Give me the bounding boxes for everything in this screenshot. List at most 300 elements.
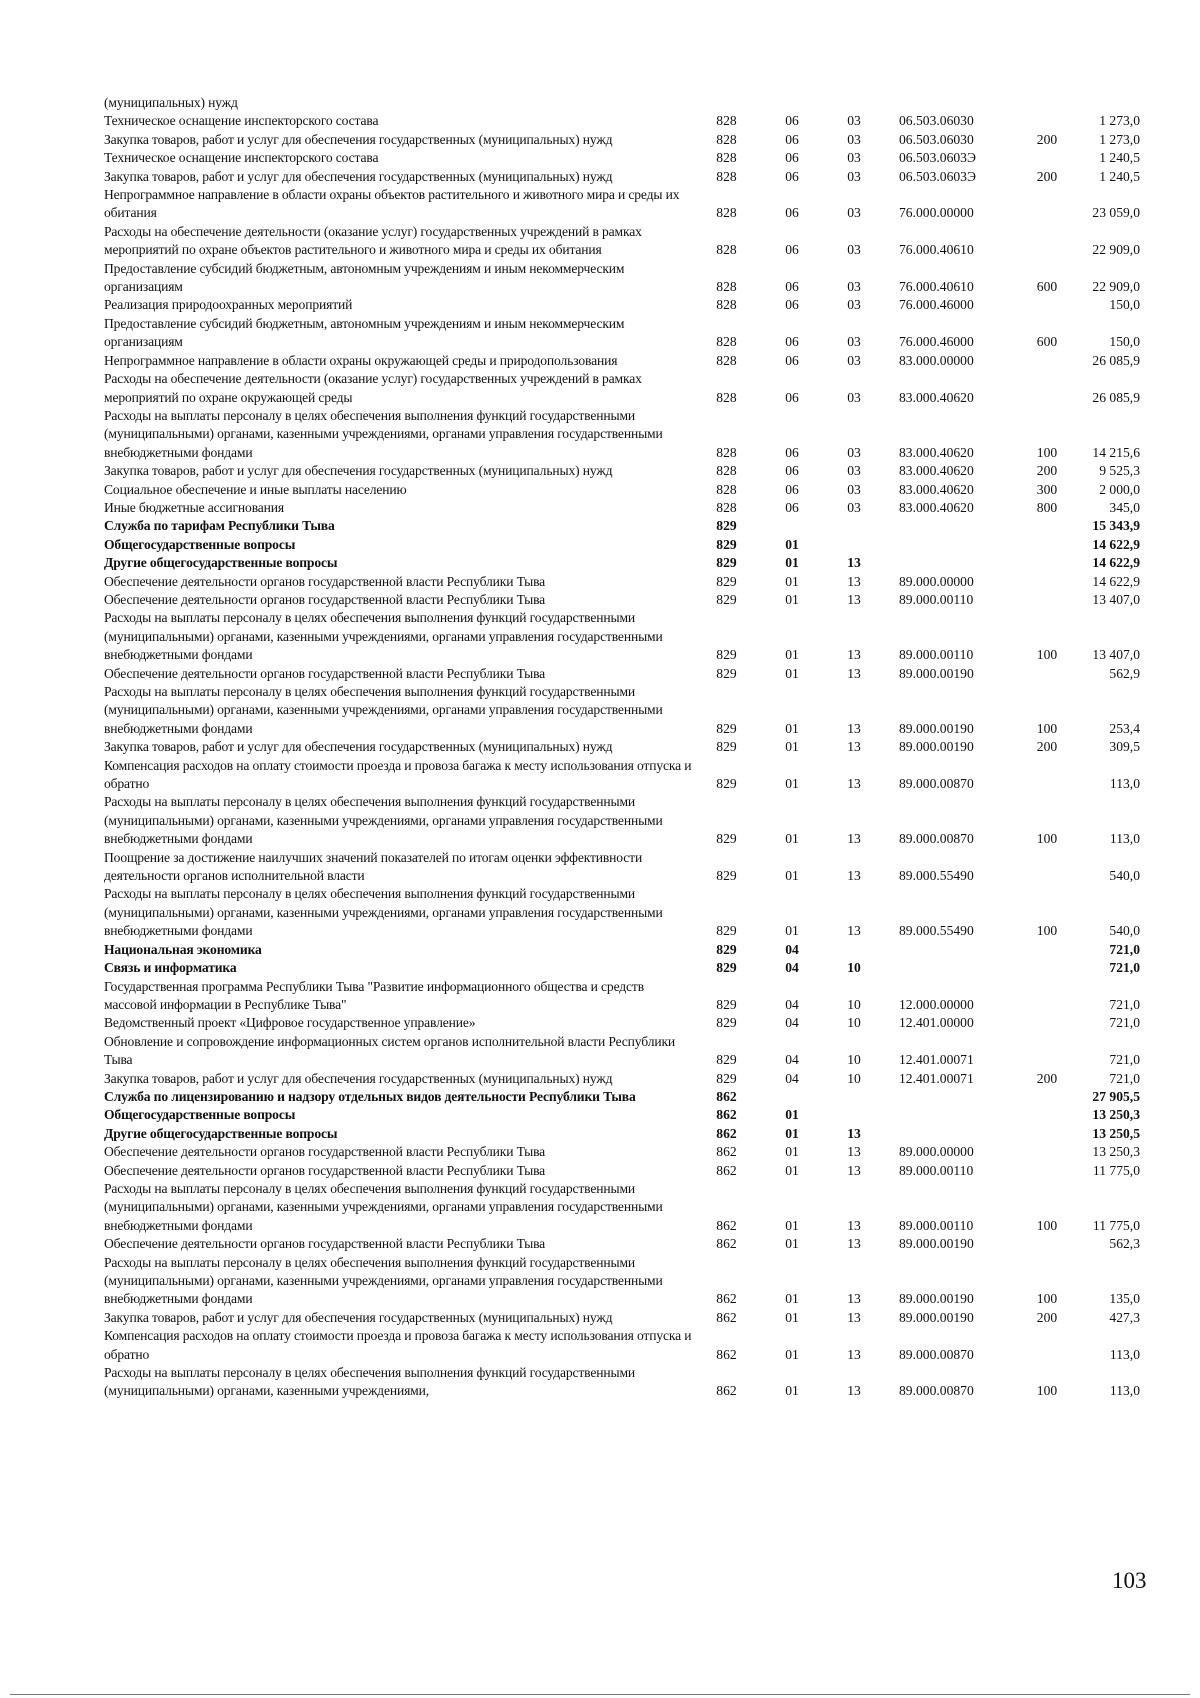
row-name: Расходы на обеспечение деятельности (оказание услуг) государственных учреждений в рамках мероприятий по охране объектов растительного и животного мира и среды их обитания xyxy=(104,223,642,258)
row-grbs-code: 828 xyxy=(716,113,737,129)
row-amount: 1 240,5 xyxy=(1099,168,1140,184)
row-subsection-code: 13 xyxy=(847,1309,861,1325)
table-row xyxy=(104,591,1140,609)
row-subsection-code: 13 xyxy=(847,573,861,589)
row-name: Непрограммное направление в области охраны окружающей среды и природопользования xyxy=(104,352,618,368)
row-section-code: 01 xyxy=(785,1162,799,1178)
row-section-code: 06 xyxy=(785,463,799,479)
row-expense-type-code xyxy=(1020,849,1074,886)
row-grbs-code: 829 xyxy=(716,1070,737,1086)
row-target-article-code xyxy=(885,1125,1020,1143)
row-expense-type-code xyxy=(1020,591,1074,609)
row-expense-type-code xyxy=(1020,1106,1074,1124)
row-name: Компенсация расходов на оплату стоимости проезда и провоза багажа к месту использования отпуска и обратно xyxy=(104,757,692,792)
row-section-code: 01 xyxy=(785,1217,799,1233)
row-subsection-code xyxy=(823,1106,885,1124)
row-expense-type-code xyxy=(1020,94,1074,112)
row-subsection-code: 10 xyxy=(847,996,861,1012)
row-expense-type-code xyxy=(1020,941,1074,959)
row-grbs-code: 862 xyxy=(716,1162,737,1178)
row-name: Предоставление субсидий бюджетным, автономным учреждениям и иным некоммерческим организациям xyxy=(104,315,625,350)
row-subsection-code: 03 xyxy=(847,297,861,313)
row-expense-type-code: 200 xyxy=(1036,1309,1058,1325)
row-name: Расходы на выплаты персоналу в целях обеспечения выполнения функций государственными (муниципальными) органами, казенными учреждениями, органами управления государственными внебюджетными фондами xyxy=(104,886,663,939)
row-grbs-code: 829 xyxy=(716,555,737,571)
row-subsection-code: 13 xyxy=(847,1125,861,1141)
row-amount: 150,0 xyxy=(1109,297,1140,313)
row-target-article-code: 89.000.00110 xyxy=(899,1217,974,1233)
row-amount: 562,9 xyxy=(1109,665,1140,681)
row-target-article-code: 89.000.00190 xyxy=(899,720,974,736)
row-target-article-code: 89.000.00870 xyxy=(899,776,974,792)
row-subsection-code xyxy=(823,536,885,554)
row-expense-type-code xyxy=(1020,1033,1074,1070)
row-target-article-code: 89.000.00190 xyxy=(899,1291,974,1307)
row-section-code: 01 xyxy=(785,776,799,792)
row-subsection-code: 03 xyxy=(847,352,861,368)
row-expense-type-code: 100 xyxy=(1036,923,1058,939)
row-section-code: 01 xyxy=(785,1125,799,1141)
row-subsection-code: 13 xyxy=(847,831,861,847)
row-target-article-code xyxy=(885,536,1020,554)
table-row xyxy=(104,1327,1140,1364)
row-grbs-code: 829 xyxy=(716,776,737,792)
row-name: Обеспечение деятельности органов государственной власти Республики Тыва xyxy=(104,1162,546,1178)
table-row xyxy=(104,959,1140,977)
row-subsection-code: 03 xyxy=(847,334,861,350)
row-target-article-code: 12.000.00000 xyxy=(899,996,974,1012)
row-amount: 721,0 xyxy=(1109,1015,1140,1031)
row-section-code: 01 xyxy=(785,1383,799,1399)
row-amount: 150,0 xyxy=(1109,334,1140,350)
row-amount: 253,4 xyxy=(1109,720,1140,736)
row-grbs-code: 828 xyxy=(716,463,737,479)
table-row xyxy=(104,1125,1140,1143)
row-expense-type-code xyxy=(1020,1162,1074,1180)
table-row xyxy=(104,296,1140,314)
row-expense-type-code xyxy=(1020,1235,1074,1253)
row-expense-type-code xyxy=(1020,536,1074,554)
row-grbs-code: 828 xyxy=(716,150,737,166)
row-expense-type-code xyxy=(1020,978,1074,1015)
row-subsection-code: 13 xyxy=(847,1383,861,1399)
row-amount xyxy=(1074,94,1140,112)
table-row xyxy=(104,536,1140,554)
row-grbs-code: 829 xyxy=(716,831,737,847)
row-subsection-code: 03 xyxy=(847,150,861,166)
row-expense-type-code: 800 xyxy=(1036,499,1058,515)
row-section-code: 01 xyxy=(785,555,799,571)
row-section-code xyxy=(761,1088,823,1106)
table-row xyxy=(104,1364,1140,1401)
row-subsection-code: 03 xyxy=(847,444,861,460)
row-subsection-code: 13 xyxy=(847,1291,861,1307)
row-section-code: 06 xyxy=(785,131,799,147)
row-amount: 11 775,0 xyxy=(1092,1217,1140,1233)
row-amount: 13 250,3 xyxy=(1092,1107,1140,1123)
row-grbs-code: 829 xyxy=(716,591,737,607)
row-subsection-code: 10 xyxy=(847,1052,861,1068)
row-expense-type-code xyxy=(1020,149,1074,167)
row-target-article-code: 06.503.0603Э xyxy=(899,168,976,184)
row-grbs-code: 862 xyxy=(716,1125,737,1141)
row-grbs-code: 862 xyxy=(716,1236,737,1252)
row-grbs-code: 828 xyxy=(716,389,737,405)
row-section-code: 06 xyxy=(785,389,799,405)
row-target-article-code: 76.000.46000 xyxy=(899,334,974,350)
row-name: Социальное обеспечение и иные выплаты населению xyxy=(104,481,407,497)
row-section-code: 06 xyxy=(785,242,799,258)
row-grbs-code: 828 xyxy=(716,168,737,184)
row-target-article-code: 89.000.00190 xyxy=(899,1236,974,1252)
row-amount: 2 000,0 xyxy=(1099,481,1140,497)
row-name: Закупка товаров, работ и услуг для обеспечения государственных (муниципальных) нужд xyxy=(104,463,613,479)
row-target-article-code: 89.000.55490 xyxy=(899,868,974,884)
row-target-article-code: 83.000.40620 xyxy=(899,499,974,515)
row-subsection-code: 13 xyxy=(847,720,861,736)
row-target-article-code: 83.000.40620 xyxy=(899,389,974,405)
row-target-article-code: 06.503.06030 xyxy=(899,113,974,129)
row-subsection-code: 10 xyxy=(847,1070,861,1086)
row-subsection-code: 13 xyxy=(847,647,861,663)
row-name: Расходы на выплаты персоналу в целях обеспечения выполнения функций государственными (муниципальными) органами, казенными учреждениями, органами управления государственными внебюджетными фондами xyxy=(104,794,663,847)
row-grbs-code: 829 xyxy=(716,923,737,939)
row-section-code: 04 xyxy=(785,960,799,976)
row-section-code: 06 xyxy=(785,334,799,350)
row-expense-type-code xyxy=(1020,573,1074,591)
row-subsection-code: 10 xyxy=(847,960,861,976)
row-name: Другие общегосударственные вопросы xyxy=(104,1125,338,1141)
row-expense-type-code xyxy=(1020,1125,1074,1143)
row-grbs-code: 828 xyxy=(716,297,737,313)
row-subsection-code: 03 xyxy=(847,499,861,515)
table-row xyxy=(104,1070,1140,1088)
row-target-article-code: 89.000.00190 xyxy=(899,665,974,681)
row-expense-type-code: 600 xyxy=(1036,334,1058,350)
table-row xyxy=(104,462,1140,480)
row-target-article-code: 76.000.46000 xyxy=(899,297,974,313)
row-section-code: 04 xyxy=(785,1052,799,1068)
row-name: Компенсация расходов на оплату стоимости проезда и провоза багажа к месту использования отпуска и обратно xyxy=(104,1328,692,1362)
row-expense-type-code: 100 xyxy=(1036,1217,1058,1233)
row-grbs-code: 828 xyxy=(716,444,737,460)
row-subsection-code: 13 xyxy=(847,591,861,607)
row-amount: 14 622,9 xyxy=(1092,555,1140,571)
row-grbs-code: 828 xyxy=(716,499,737,515)
row-target-article-code: 83.000.00000 xyxy=(899,352,974,368)
row-section-code: 01 xyxy=(785,1107,799,1123)
row-name: Расходы на выплаты персоналу в целях обеспечения выполнения функций государственными (муниципальными) органами, казенными учреждениями, органами управления государственными внебюджетными фондами xyxy=(104,1254,663,1307)
table-row xyxy=(104,1235,1140,1253)
row-target-article-code xyxy=(885,517,1020,535)
row-section-code: 06 xyxy=(785,168,799,184)
table-row xyxy=(104,1162,1140,1180)
row-amount: 14 215,6 xyxy=(1092,444,1140,460)
row-expense-type-code: 100 xyxy=(1036,444,1058,460)
row-section-code: 04 xyxy=(785,1070,799,1086)
row-grbs-code: 862 xyxy=(716,1383,737,1399)
row-name: Реализация природоохранных мероприятий xyxy=(104,297,353,313)
row-name: Общегосударственные вопросы xyxy=(104,536,296,552)
row-expense-type-code xyxy=(1020,517,1074,535)
table-row xyxy=(104,738,1140,756)
row-subsection-code: 13 xyxy=(847,555,861,571)
row-subsection-code: 03 xyxy=(847,113,861,129)
row-name: Служба по лицензированию и надзору отдельных видов деятельности Республики Тыва xyxy=(104,1088,636,1104)
row-section-code xyxy=(761,517,823,535)
row-target-article-code: 83.000.40620 xyxy=(899,463,974,479)
row-amount: 11 775,0 xyxy=(1092,1162,1140,1178)
row-amount: 345,0 xyxy=(1109,499,1140,515)
row-target-article-code: 89.000.00870 xyxy=(899,1346,974,1362)
row-expense-type-code xyxy=(1020,665,1074,683)
row-subsection-code xyxy=(823,941,885,959)
row-name: Общегосударственные вопросы xyxy=(104,1107,296,1123)
row-name: Связь и информатика xyxy=(104,960,237,976)
row-grbs-code: 828 xyxy=(716,334,737,350)
table-row xyxy=(104,554,1140,572)
row-target-article-code: 76.000.40610 xyxy=(899,242,974,258)
row-subsection-code: 13 xyxy=(847,923,861,939)
table-row xyxy=(104,131,1140,149)
row-expense-type-code: 100 xyxy=(1036,720,1058,736)
row-grbs-code: 829 xyxy=(716,1052,737,1068)
row-expense-type-code xyxy=(1020,296,1074,314)
row-section-code: 06 xyxy=(785,481,799,497)
row-expense-type-code xyxy=(1020,757,1074,794)
row-section-code: 01 xyxy=(785,739,799,755)
row-amount: 26 085,9 xyxy=(1092,389,1140,405)
row-section-code: 01 xyxy=(785,591,799,607)
row-section-code: 01 xyxy=(785,536,799,552)
row-subsection-code: 03 xyxy=(847,205,861,221)
row-expense-type-code: 100 xyxy=(1036,647,1058,663)
row-section-code: 06 xyxy=(785,113,799,129)
row-grbs-code: 828 xyxy=(716,131,737,147)
table-row xyxy=(104,370,1140,407)
row-expense-type-code: 100 xyxy=(1036,1291,1058,1307)
row-name: Национальная экономика xyxy=(104,941,262,957)
row-expense-type-code xyxy=(1020,352,1074,370)
row-target-article-code: 76.000.40610 xyxy=(899,279,974,295)
row-section-code xyxy=(761,94,823,112)
row-name: Расходы на выплаты персоналу в целях обеспечения выполнения функций государственными (муниципальными) органами, казенными учреждениями, органами управления государственными внебюджетными фондами xyxy=(104,1180,663,1233)
row-section-code: 06 xyxy=(785,297,799,313)
row-grbs-code: 828 xyxy=(716,279,737,295)
row-subsection-code: 03 xyxy=(847,168,861,184)
row-subsection-code: 13 xyxy=(847,1217,861,1233)
row-grbs-code: 829 xyxy=(716,536,737,552)
row-grbs-code: 828 xyxy=(716,352,737,368)
table-row xyxy=(104,1106,1140,1124)
row-subsection-code: 13 xyxy=(847,739,861,755)
row-amount: 721,0 xyxy=(1109,1052,1140,1068)
row-name: Ведомственный проект «Цифровое государственное управление» xyxy=(104,1015,476,1031)
table-row xyxy=(104,407,1140,462)
row-grbs-code: 829 xyxy=(716,1015,737,1031)
row-section-code: 01 xyxy=(785,868,799,884)
row-name: Закупка товаров, работ и услуг для обеспечения государственных (муниципальных) нужд xyxy=(104,739,613,755)
row-target-article-code xyxy=(885,1106,1020,1124)
row-grbs-code: 862 xyxy=(716,1217,737,1233)
table-row xyxy=(104,186,1140,223)
table-row xyxy=(104,149,1140,167)
table-row xyxy=(104,352,1140,370)
row-name: Обеспечение деятельности органов государственной власти Республики Тыва xyxy=(104,665,546,681)
row-target-article-code: 89.000.00110 xyxy=(899,647,974,663)
row-expense-type-code xyxy=(1020,1143,1074,1161)
row-amount: 1 240,5 xyxy=(1099,150,1140,166)
row-target-article-code: 76.000.00000 xyxy=(899,205,974,221)
row-target-article-code: 89.000.00000 xyxy=(899,573,974,589)
row-section-code: 01 xyxy=(785,647,799,663)
row-subsection-code: 13 xyxy=(847,1236,861,1252)
row-amount: 540,0 xyxy=(1109,923,1140,939)
table-row xyxy=(104,1088,1140,1106)
row-expense-type-code xyxy=(1020,223,1074,260)
row-expense-type-code: 100 xyxy=(1036,1383,1058,1399)
row-section-code: 06 xyxy=(785,444,799,460)
row-amount: 23 059,0 xyxy=(1092,205,1140,221)
row-target-article-code xyxy=(885,941,1020,959)
row-name: Закупка товаров, работ и услуг для обеспечения государственных (муниципальных) нужд xyxy=(104,1309,613,1325)
row-section-code: 06 xyxy=(785,279,799,295)
row-name: Другие общегосударственные вопросы xyxy=(104,555,338,571)
row-amount: 1 273,0 xyxy=(1099,113,1140,129)
table-row xyxy=(104,499,1140,517)
row-name: Техническое оснащение инспекторского состава xyxy=(104,150,379,166)
table-row xyxy=(104,168,1140,186)
row-expense-type-code: 300 xyxy=(1036,481,1058,497)
row-amount: 721,0 xyxy=(1109,941,1140,957)
row-amount: 721,0 xyxy=(1109,960,1140,976)
row-expense-type-code xyxy=(1020,959,1074,977)
row-amount: 27 905,5 xyxy=(1092,1088,1140,1104)
row-amount: 113,0 xyxy=(1109,1383,1140,1399)
row-amount: 14 622,9 xyxy=(1092,573,1140,589)
row-target-article-code xyxy=(885,554,1020,572)
row-amount: 1 273,0 xyxy=(1099,131,1140,147)
row-amount: 13 407,0 xyxy=(1092,647,1140,663)
table-row xyxy=(104,1254,1140,1309)
row-section-code: 01 xyxy=(785,831,799,847)
row-section-code: 01 xyxy=(785,1144,799,1160)
row-name: Расходы на выплаты персоналу в целях обеспечения выполнения функций государственными (муниципальными) органами, казенными учреждениями, органами управления государственными внебюджетными фондами xyxy=(104,407,663,460)
table-row xyxy=(104,517,1140,535)
row-grbs-code: 829 xyxy=(716,720,737,736)
row-grbs-code: 862 xyxy=(716,1309,737,1325)
row-subsection-code xyxy=(823,517,885,535)
row-name: Служба по тарифам Республики Тыва xyxy=(104,518,335,534)
row-subsection-code: 03 xyxy=(847,481,861,497)
table-row xyxy=(104,223,1140,260)
row-amount: 113,0 xyxy=(1109,1346,1140,1362)
table-row xyxy=(104,573,1140,591)
row-section-code: 01 xyxy=(785,923,799,939)
table-row xyxy=(104,112,1140,130)
row-subsection-code xyxy=(823,94,885,112)
row-name: Предоставление субсидий бюджетным, автономным учреждениям и иным некоммерческим организациям xyxy=(104,260,625,295)
row-grbs-code: 828 xyxy=(716,481,737,497)
row-subsection-code: 03 xyxy=(847,389,861,405)
row-amount: 14 622,9 xyxy=(1092,536,1140,552)
row-name: Расходы на выплаты персоналу в целях обеспечения выполнения функций государственными (муниципальными) органами, казенными учреждениями, xyxy=(104,1365,636,1399)
row-target-article-code: 89.000.00000 xyxy=(899,1144,974,1160)
table-row xyxy=(104,94,1140,112)
row-amount: 721,0 xyxy=(1109,996,1140,1012)
row-subsection-code: 10 xyxy=(847,1015,861,1031)
row-expense-type-code: 600 xyxy=(1036,279,1058,295)
row-grbs-code: 829 xyxy=(716,573,737,589)
row-section-code: 01 xyxy=(785,1309,799,1325)
row-amount: 9 525,3 xyxy=(1099,463,1140,479)
row-subsection-code: 13 xyxy=(847,665,861,681)
table-row xyxy=(104,481,1140,499)
row-amount: 15 343,9 xyxy=(1092,518,1140,534)
row-amount: 13 407,0 xyxy=(1092,591,1140,607)
row-target-article-code: 89.000.00190 xyxy=(899,1309,974,1325)
row-name: Государственная программа Республики Тыва "Развитие информационного общества и средств массовой информации в Республике Тыва" xyxy=(104,978,644,1012)
row-target-article-code xyxy=(885,1088,1020,1106)
row-subsection-code: 03 xyxy=(847,242,861,258)
row-amount: 26 085,9 xyxy=(1092,352,1140,368)
table-row xyxy=(104,757,1140,794)
row-section-code: 01 xyxy=(785,573,799,589)
row-expense-type-code xyxy=(1020,186,1074,223)
row-subsection-code: 13 xyxy=(847,1144,861,1160)
table-row xyxy=(104,609,1140,664)
row-expense-type-code: 200 xyxy=(1036,463,1058,479)
table-row xyxy=(104,1014,1140,1032)
row-amount: 22 909,0 xyxy=(1092,279,1140,295)
row-grbs-code: 829 xyxy=(716,647,737,663)
row-target-article-code xyxy=(885,959,1020,977)
row-amount: 309,5 xyxy=(1109,739,1140,755)
row-target-article-code: 06.503.06030 xyxy=(899,131,974,147)
row-name: Закупка товаров, работ и услуг для обеспечения государственных (муниципальных) нужд xyxy=(104,168,613,184)
row-grbs-code: 829 xyxy=(716,739,737,755)
budget-table xyxy=(104,94,1140,1401)
page-number: 103 xyxy=(1112,1568,1147,1593)
row-target-article-code: 83.000.40620 xyxy=(899,444,974,460)
row-expense-type-code xyxy=(1020,1014,1074,1032)
row-grbs-code: 829 xyxy=(716,665,737,681)
row-grbs-code: 829 xyxy=(716,868,737,884)
row-section-code: 06 xyxy=(785,352,799,368)
row-expense-type-code: 100 xyxy=(1036,831,1058,847)
row-name: Обеспечение деятельности органов государственной власти Республики Тыва xyxy=(104,591,546,607)
row-expense-type-code xyxy=(1020,370,1074,407)
row-expense-type-code: 200 xyxy=(1036,739,1058,755)
row-grbs-code: 862 xyxy=(716,1346,737,1362)
row-subsection-code: 13 xyxy=(847,1346,861,1362)
row-amount: 721,0 xyxy=(1109,1070,1140,1086)
table-row xyxy=(104,849,1140,886)
row-target-article-code: 89.000.00110 xyxy=(899,1162,974,1178)
row-name: Обеспечение деятельности органов государственной власти Республики Тыва xyxy=(104,573,546,589)
row-subsection-code xyxy=(823,1088,885,1106)
row-name: Расходы на обеспечение деятельности (оказание услуг) государственных учреждений в рамках мероприятий по охране окружающей среды xyxy=(104,371,642,405)
row-target-article-code: 12.401.00000 xyxy=(899,1015,974,1031)
row-name: Непрограммное направление в области охраны объектов растительного и животного мира и среды их обитания xyxy=(104,187,680,221)
row-expense-type-code xyxy=(1020,1327,1074,1364)
row-expense-type-code xyxy=(1020,554,1074,572)
row-expense-type-code: 200 xyxy=(1036,131,1058,147)
row-target-article-code: 12.401.00071 xyxy=(899,1052,974,1068)
row-expense-type-code xyxy=(1020,1088,1074,1106)
table-row xyxy=(104,1033,1140,1070)
row-subsection-code: 13 xyxy=(847,1162,861,1178)
